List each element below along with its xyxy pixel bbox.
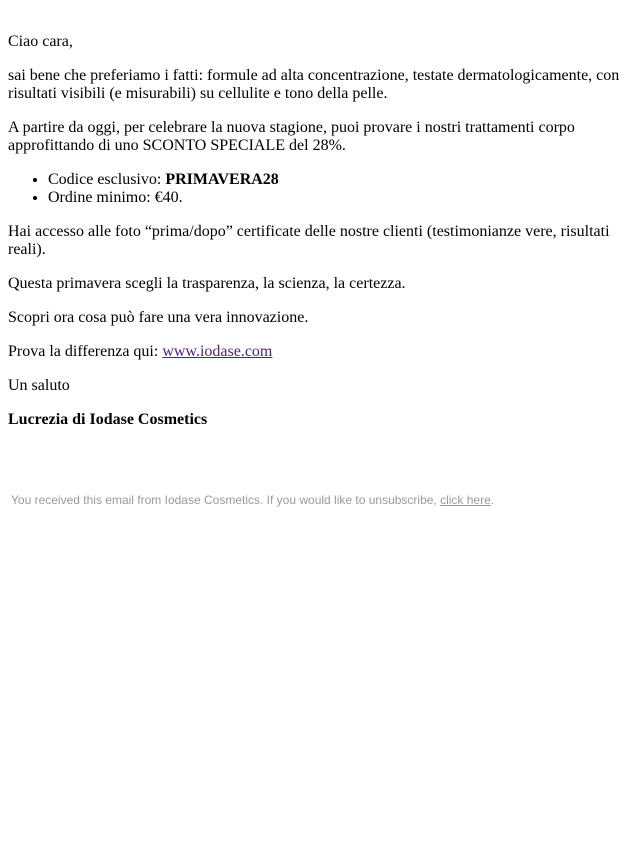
code-label: Codice esclusivo: [48, 171, 166, 188]
intro-paragraph: sai bene che preferiamo i fatti: formule ad alta concentrazione, testate dermatologicamente, con risultati visibili (e misurabili) su cellulite e tono della pelle. [8, 67, 620, 102]
website-link[interactable]: www.iodase.com [162, 343, 273, 360]
cta-paragraph [8, 343, 632, 361]
offer-paragraph: A partire da oggi, per celebrare la nuova stagione, puoi provare i nostri trattamenti corpo approfittando di uno SCONTO SPECIALE del 28%. [8, 119, 575, 154]
innovation-paragraph: Scopri ora cosa può fare una vera innovazione. [8, 309, 309, 326]
promo-code: PRIMAVERA28 [165, 171, 279, 188]
greeting: Ciao cara, [8, 33, 73, 50]
footer-period: . [490, 493, 495, 507]
offer-details-list [8, 171, 632, 207]
email-footer [8, 493, 632, 507]
cta-prefix: Prova la differenza qui: [8, 343, 163, 360]
footer-text: You received this email from Iodase Cosmetics. If you would like to unsubscribe, [11, 493, 441, 507]
list-item-code [48, 171, 632, 189]
testimonials-paragraph: Hai accesso alle foto “prima/dopo” certificate delle nostre clienti (testimonianze vere, risultati reali). [8, 223, 610, 258]
closing: Un saluto [8, 377, 70, 394]
signature: Lucrezia di Iodase Cosmetics [8, 411, 208, 428]
spring-paragraph: Questa primavera scegli la trasparenza, la scienza, la certezza. [8, 275, 406, 292]
list-item-min-order: • Ordine minimo: €40. [48, 189, 632, 207]
unsubscribe-link[interactable]: click here [440, 493, 491, 507]
